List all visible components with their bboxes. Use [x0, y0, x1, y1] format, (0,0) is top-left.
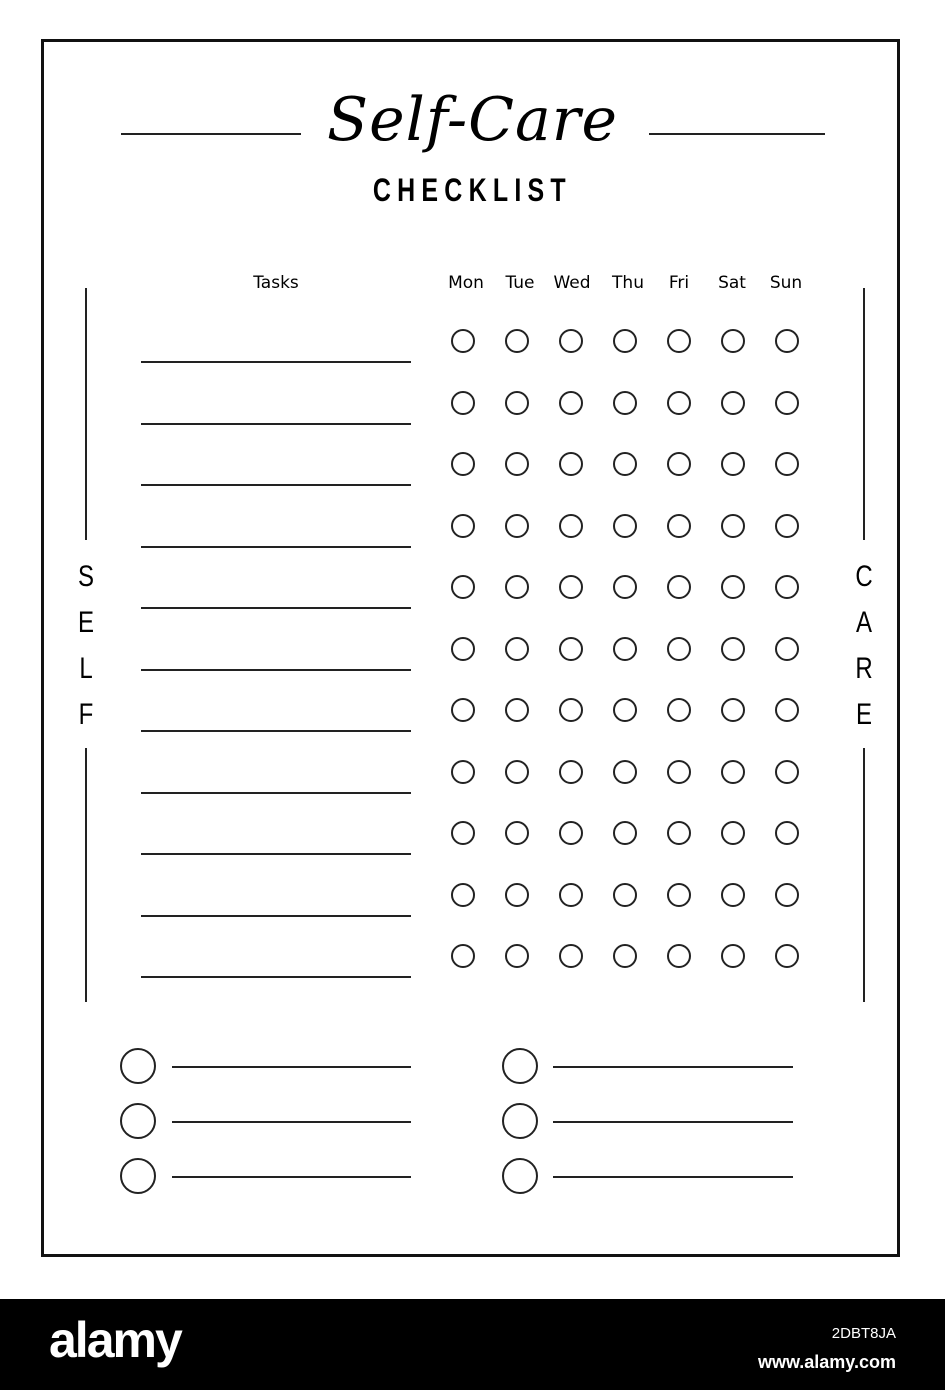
- task-write-line[interactable]: [141, 976, 411, 978]
- extra-checkbox[interactable]: [502, 1048, 538, 1084]
- extra-checkbox[interactable]: [120, 1158, 156, 1194]
- day-checkbox-wed[interactable]: [559, 514, 583, 538]
- day-checkbox-thu[interactable]: [613, 883, 637, 907]
- day-checkbox-fri[interactable]: [667, 944, 691, 968]
- day-checkbox-tue[interactable]: [505, 329, 529, 353]
- task-write-line[interactable]: [141, 853, 411, 855]
- day-checkbox-thu[interactable]: [613, 760, 637, 784]
- day-heading-thu: Thu: [612, 273, 644, 293]
- day-checkbox-sun[interactable]: [775, 883, 799, 907]
- day-heading-mon: Mon: [448, 273, 484, 293]
- day-checkbox-wed[interactable]: [559, 883, 583, 907]
- day-checkbox-fri[interactable]: [667, 637, 691, 661]
- day-checkbox-tue[interactable]: [505, 883, 529, 907]
- day-checkbox-sat[interactable]: [721, 514, 745, 538]
- day-checkbox-sat[interactable]: [721, 391, 745, 415]
- day-checkbox-sat[interactable]: [721, 575, 745, 599]
- day-checkbox-tue[interactable]: [505, 821, 529, 845]
- day-checkbox-sun[interactable]: [775, 637, 799, 661]
- watermark-image-id: 2DBT8JA: [831, 1325, 896, 1342]
- extra-write-line[interactable]: [172, 1066, 411, 1068]
- extra-checkbox[interactable]: [120, 1048, 156, 1084]
- day-checkbox-wed[interactable]: [559, 760, 583, 784]
- day-checkbox-wed[interactable]: [559, 637, 583, 661]
- day-checkbox-sun[interactable]: [775, 698, 799, 722]
- side-letter-left: L: [79, 652, 93, 685]
- day-checkbox-thu[interactable]: [613, 329, 637, 353]
- side-letter-left: F: [78, 698, 94, 731]
- day-checkbox-mon[interactable]: [451, 698, 475, 722]
- side-letter-left: E: [77, 606, 94, 639]
- day-checkbox-mon[interactable]: [451, 821, 475, 845]
- day-checkbox-fri[interactable]: [667, 760, 691, 784]
- extra-write-line[interactable]: [553, 1121, 793, 1123]
- task-write-line[interactable]: [141, 607, 411, 609]
- day-checkbox-mon[interactable]: [451, 329, 475, 353]
- day-checkbox-wed[interactable]: [559, 698, 583, 722]
- day-checkbox-tue[interactable]: [505, 637, 529, 661]
- day-checkbox-wed[interactable]: [559, 329, 583, 353]
- day-checkbox-sat[interactable]: [721, 698, 745, 722]
- extra-checkbox[interactable]: [502, 1103, 538, 1139]
- task-write-line[interactable]: [141, 915, 411, 917]
- task-write-line[interactable]: [141, 669, 411, 671]
- day-checkbox-thu[interactable]: [613, 821, 637, 845]
- day-checkbox-wed[interactable]: [559, 575, 583, 599]
- extra-write-line[interactable]: [553, 1066, 793, 1068]
- day-checkbox-wed[interactable]: [559, 944, 583, 968]
- left-side-rule-top: [85, 288, 87, 540]
- day-checkbox-sun[interactable]: [775, 514, 799, 538]
- day-checkbox-thu[interactable]: [613, 391, 637, 415]
- day-checkbox-tue[interactable]: [505, 760, 529, 784]
- day-checkbox-sat[interactable]: [721, 821, 745, 845]
- day-heading-fri: Fri: [668, 273, 690, 293]
- task-write-line[interactable]: [141, 423, 411, 425]
- side-letter-right: E: [855, 698, 872, 731]
- day-checkbox-mon[interactable]: [451, 452, 475, 476]
- right-side-rule-top: [863, 288, 865, 540]
- day-checkbox-tue[interactable]: [505, 575, 529, 599]
- day-checkbox-fri[interactable]: [667, 329, 691, 353]
- day-checkbox-sun[interactable]: [775, 452, 799, 476]
- day-checkbox-fri[interactable]: [667, 391, 691, 415]
- tasks-column-heading: Tasks: [253, 273, 299, 293]
- day-checkbox-sun[interactable]: [775, 391, 799, 415]
- day-checkbox-fri[interactable]: [667, 698, 691, 722]
- day-checkbox-tue[interactable]: [505, 514, 529, 538]
- side-letter-right: A: [855, 606, 872, 639]
- day-checkbox-wed[interactable]: [559, 452, 583, 476]
- right-side-rule-bottom: [863, 748, 865, 1002]
- day-checkbox-sat[interactable]: [721, 760, 745, 784]
- day-checkbox-thu[interactable]: [613, 452, 637, 476]
- day-checkbox-sat[interactable]: [721, 944, 745, 968]
- day-checkbox-sat[interactable]: [721, 883, 745, 907]
- day-checkbox-mon[interactable]: [451, 391, 475, 415]
- day-checkbox-fri[interactable]: [667, 514, 691, 538]
- day-checkbox-sat[interactable]: [721, 452, 745, 476]
- page-title: Self-Care: [326, 85, 618, 155]
- extra-checkbox[interactable]: [502, 1158, 538, 1194]
- day-checkbox-sun[interactable]: [775, 575, 799, 599]
- extra-checkbox[interactable]: [120, 1103, 156, 1139]
- side-letter-right: R: [855, 652, 873, 685]
- extra-write-line[interactable]: [553, 1176, 793, 1178]
- day-checkbox-mon[interactable]: [451, 944, 475, 968]
- day-checkbox-sun[interactable]: [775, 760, 799, 784]
- day-heading-tue: Tue: [505, 273, 535, 293]
- day-checkbox-fri[interactable]: [667, 452, 691, 476]
- side-letter-left: S: [77, 560, 94, 593]
- day-checkbox-fri[interactable]: [667, 883, 691, 907]
- page-subtitle: CHECKLIST: [372, 172, 572, 208]
- task-write-line[interactable]: [141, 361, 411, 363]
- day-checkbox-wed[interactable]: [559, 391, 583, 415]
- day-checkbox-sun[interactable]: [775, 821, 799, 845]
- day-heading-sun: Sun: [769, 273, 803, 293]
- day-checkbox-tue[interactable]: [505, 391, 529, 415]
- watermark-logo: alamy: [49, 1312, 181, 1368]
- day-checkbox-tue[interactable]: [505, 452, 529, 476]
- day-checkbox-tue[interactable]: [505, 698, 529, 722]
- day-checkbox-sat[interactable]: [721, 329, 745, 353]
- watermark-url: www.alamy.com: [757, 1352, 896, 1372]
- day-checkbox-sat[interactable]: [721, 637, 745, 661]
- day-checkbox-mon[interactable]: [451, 883, 475, 907]
- task-write-line[interactable]: [141, 792, 411, 794]
- day-checkbox-fri[interactable]: [667, 821, 691, 845]
- day-checkbox-thu[interactable]: [613, 514, 637, 538]
- day-checkbox-thu[interactable]: [613, 698, 637, 722]
- side-letter-right: C: [855, 560, 873, 593]
- day-checkbox-tue[interactable]: [505, 944, 529, 968]
- task-write-line[interactable]: [141, 484, 411, 486]
- day-checkbox-thu[interactable]: [613, 944, 637, 968]
- day-checkbox-sun[interactable]: [775, 329, 799, 353]
- task-write-line[interactable]: [141, 730, 411, 732]
- day-checkbox-mon[interactable]: [451, 575, 475, 599]
- day-checkbox-fri[interactable]: [667, 575, 691, 599]
- extra-write-line[interactable]: [172, 1176, 411, 1178]
- day-heading-sat: Sat: [718, 273, 746, 293]
- day-checkbox-sun[interactable]: [775, 944, 799, 968]
- left-side-rule-bottom: [85, 748, 87, 1002]
- extra-write-line[interactable]: [172, 1121, 411, 1123]
- day-checkbox-thu[interactable]: [613, 637, 637, 661]
- day-checkbox-mon[interactable]: [451, 760, 475, 784]
- day-checkbox-thu[interactable]: [613, 575, 637, 599]
- day-checkbox-mon[interactable]: [451, 514, 475, 538]
- day-heading-wed: Wed: [553, 273, 591, 293]
- task-write-line[interactable]: [141, 546, 411, 548]
- day-checkbox-mon[interactable]: [451, 637, 475, 661]
- day-checkbox-wed[interactable]: [559, 821, 583, 845]
